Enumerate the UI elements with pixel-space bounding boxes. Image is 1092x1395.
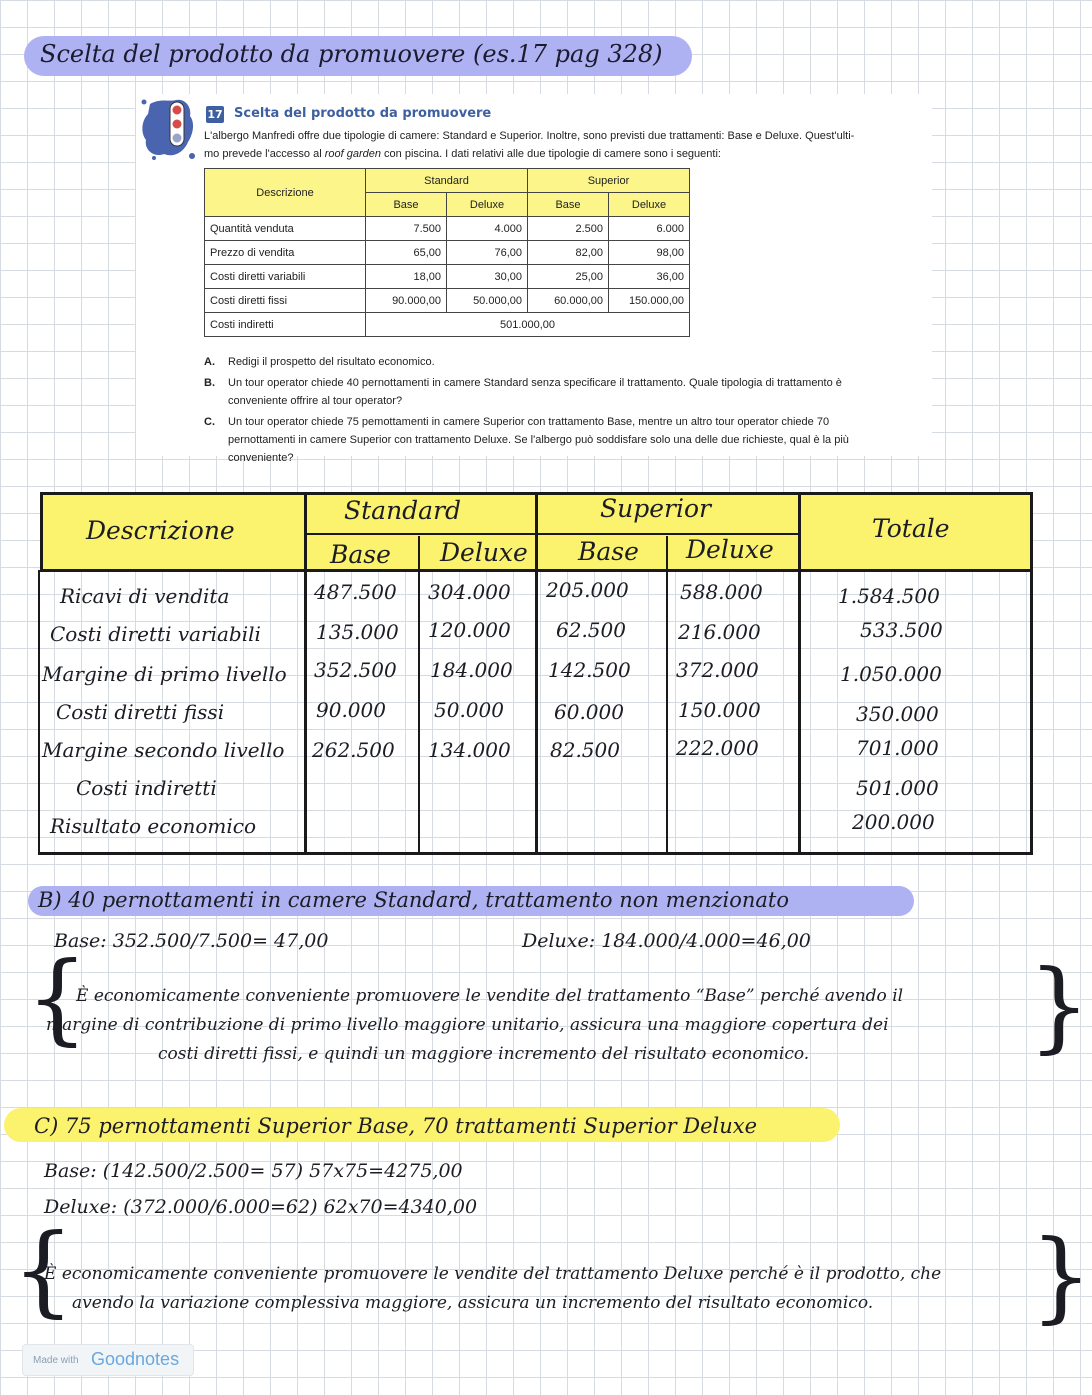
answer-cell: 205.000	[546, 578, 629, 602]
answer-cell: 50.000	[434, 698, 504, 722]
left-brace-icon: {	[12, 1214, 75, 1328]
question-c	[204, 413, 916, 467]
table-divider	[304, 492, 307, 855]
question-text: conveniente offrire al tour operator?	[228, 395, 403, 407]
exercise-heading: Scelta del prodotto da promuovere	[234, 106, 492, 121]
exercise-number: 17	[207, 108, 223, 121]
answer-row-label: Costi indiretti	[76, 776, 217, 800]
answer-cell: 82.500	[550, 738, 620, 762]
answer-total: 350.000	[856, 702, 939, 726]
answer-cell: 142.500	[548, 658, 631, 682]
answer-cell: 352.500	[314, 658, 397, 682]
table-border	[38, 570, 40, 855]
paint-splash-icon	[140, 96, 196, 162]
answer-row-label: Margine di primo livello	[42, 662, 287, 686]
table-row	[205, 289, 690, 313]
answer-cell: 120.000	[428, 618, 511, 642]
answer-cell: 588.000	[680, 580, 763, 604]
table-border	[40, 492, 43, 572]
section-b-calc-base: Base: 352.500/7.500= 47,00	[54, 930, 329, 952]
table-cell: 150.000,00	[609, 289, 690, 313]
question-b	[204, 374, 916, 410]
table-divider	[666, 536, 668, 855]
question-text: Un tour operator chiede 40 pernottamenti in camere Standard senza specificare il trattamento. Quale tipologia di trattamento è	[228, 377, 842, 389]
row-label: Costi diretti variabili	[205, 265, 366, 289]
intro-line-2	[204, 145, 916, 163]
made-with-goodnotes-badge	[22, 1344, 194, 1376]
table-cell: 501.000,00	[366, 313, 690, 337]
section-c-text: avendo la variazione complessiva maggiore, assicura un incremento del risultato economico.	[72, 1293, 874, 1313]
answer-cell: 304.000	[428, 580, 511, 604]
table-cell: 25,00	[528, 265, 609, 289]
row-label: Costi diretti fissi	[205, 289, 366, 313]
answer-cell: 150.000	[678, 698, 761, 722]
intro-italic: roof garden	[324, 148, 381, 160]
answer-cell: 262.500	[312, 738, 395, 762]
goodnotes-logo: Goodnotes	[91, 1349, 180, 1369]
table-header-standard: Standard	[366, 169, 528, 193]
table-cell: 6.000	[609, 217, 690, 241]
section-b-text: costi diretti fissi, e quindi un maggiore incremento del risultato economico.	[158, 1044, 810, 1064]
table-cell: 18,00	[366, 265, 447, 289]
answer-subheader: Deluxe	[686, 535, 774, 564]
right-brace-icon: }	[1030, 1220, 1092, 1334]
answer-row-label: Ricavi di vendita	[60, 584, 230, 608]
answer-header-descrizione: Descrizione	[86, 516, 235, 545]
answer-cell: 222.000	[676, 736, 759, 760]
answer-cell: 487.500	[314, 580, 397, 604]
table-row	[205, 241, 690, 265]
question-text: conveniente?	[228, 452, 294, 464]
answer-row-label: Risultato economico	[50, 814, 256, 838]
answer-header-totale: Totale	[872, 514, 950, 543]
answer-row-label: Margine secondo livello	[42, 738, 285, 762]
answer-cell: 90.000	[316, 698, 386, 722]
question-label: C.	[204, 416, 215, 428]
table-cell: 2.500	[528, 217, 609, 241]
table-cell: 50.000,00	[447, 289, 528, 313]
table-header-superior: Superior	[528, 169, 690, 193]
exercise-data-table	[204, 168, 690, 337]
table-cell: 82,00	[528, 241, 609, 265]
right-brace-icon: }	[1028, 950, 1091, 1064]
table-row	[205, 265, 690, 289]
answer-total: 701.000	[856, 736, 939, 760]
table-divider	[535, 492, 538, 855]
table-subheader: Base	[366, 193, 447, 217]
row-label: Prezzo di vendita	[205, 241, 366, 265]
table-divider	[418, 536, 420, 855]
section-b-heading: B) 40 pernottamenti in camere Standard, trattamento non menzionato	[38, 888, 790, 912]
table-subheader: Base	[528, 193, 609, 217]
intro-text: mo prevede l'accesso al	[204, 148, 325, 160]
answer-total: 533.500	[860, 618, 943, 642]
answer-total: 501.000	[856, 776, 939, 800]
row-label: Quantità venduta	[205, 217, 366, 241]
section-b-text: margine di contribuzione di primo livello maggiore unitario, assicura una maggiore copertura dei	[46, 1015, 889, 1035]
section-c-calc-deluxe: Deluxe: (372.000/6.000=62) 62x70=4340,00	[44, 1196, 478, 1218]
section-c-heading: C) 75 pernottamenti Superior Base, 70 trattamenti Superior Deluxe	[34, 1114, 758, 1138]
answer-cell: 372.000	[676, 658, 759, 682]
row-label: Costi indiretti	[205, 313, 366, 337]
table-cell: 7.500	[366, 217, 447, 241]
answer-cell: 184.000	[430, 658, 513, 682]
answer-total: 200.000	[852, 810, 935, 834]
table-row	[205, 313, 690, 337]
table-divider	[798, 492, 801, 855]
answer-row-label: Costi diretti fissi	[56, 700, 225, 724]
question-a	[204, 353, 916, 371]
question-text: Un tour operator chiede 75 pemottamenti in camere Superior con trattamento Base, mentre un altro tour operator chiede 70	[228, 416, 830, 428]
question-label: B.	[204, 377, 215, 389]
section-b-text: È economicamente conveniente promuovere le vendite del trattamento “Base” perché avendo il	[76, 986, 904, 1006]
table-subheader: Deluxe	[609, 193, 690, 217]
exercise-intro	[204, 127, 916, 163]
question-text: pernottamenti in camere Superior con trattamento Deluxe. Se l'albergo può soddisfare solo una delle due richieste, qual è la più	[228, 434, 849, 446]
question-label: A.	[204, 356, 215, 368]
page-title: Scelta del prodotto da promuovere (es.17 pag 328)	[40, 40, 663, 68]
answer-cell: 135.000	[316, 620, 399, 644]
left-brace-icon: {	[26, 942, 89, 1056]
answer-header-standard: Standard	[344, 496, 462, 525]
answer-total: 1.584.500	[838, 584, 940, 608]
section-b-calc-deluxe: Deluxe: 184.000/4.000=46,00	[522, 930, 811, 952]
intro-line-1: L'albergo Manfredi offre due tipologie di camere: Standard e Superior. Inoltre, sono previsti due trattamenti: Base e Deluxe. Quest'ulti-	[204, 130, 855, 142]
answer-subheader: Base	[578, 537, 639, 566]
table-cell: 30,00	[447, 265, 528, 289]
answer-cell: 62.500	[556, 618, 626, 642]
answer-cell: 60.000	[554, 700, 624, 724]
table-cell: 4.000	[447, 217, 528, 241]
table-border	[1030, 492, 1033, 855]
table-subheader: Deluxe	[447, 193, 528, 217]
answer-cell: 216.000	[678, 620, 761, 644]
answer-header-superior: Superior	[600, 494, 711, 523]
table-header-descrizione: Descrizione	[205, 169, 366, 217]
table-cell: 90.000,00	[366, 289, 447, 313]
table-cell: 98,00	[609, 241, 690, 265]
table-cell: 36,00	[609, 265, 690, 289]
table-cell: 60.000,00	[528, 289, 609, 313]
intro-text: con piscina. I dati relativi alle due tipologie di camere sono i seguenti:	[380, 148, 721, 160]
table-cell: 76,00	[447, 241, 528, 265]
section-c-text: È economicamente conveniente promuovere le vendite del trattamento Deluxe perché è il prodotto, che	[44, 1264, 942, 1284]
table-cell: 65,00	[366, 241, 447, 265]
answer-total: 1.050.000	[840, 662, 942, 686]
table-row	[205, 217, 690, 241]
answer-cell: 134.000	[428, 738, 511, 762]
question-text: Redigi il prospetto del risultato economico.	[228, 356, 435, 368]
answer-subheader: Deluxe	[440, 538, 528, 567]
answer-row-label: Costi diretti variabili	[50, 622, 261, 646]
made-with-label: Made with	[33, 1355, 79, 1366]
section-c-calc-base: Base: (142.500/2.500= 57) 57x75=4275,00	[44, 1160, 463, 1182]
answer-subheader: Base	[330, 540, 391, 569]
